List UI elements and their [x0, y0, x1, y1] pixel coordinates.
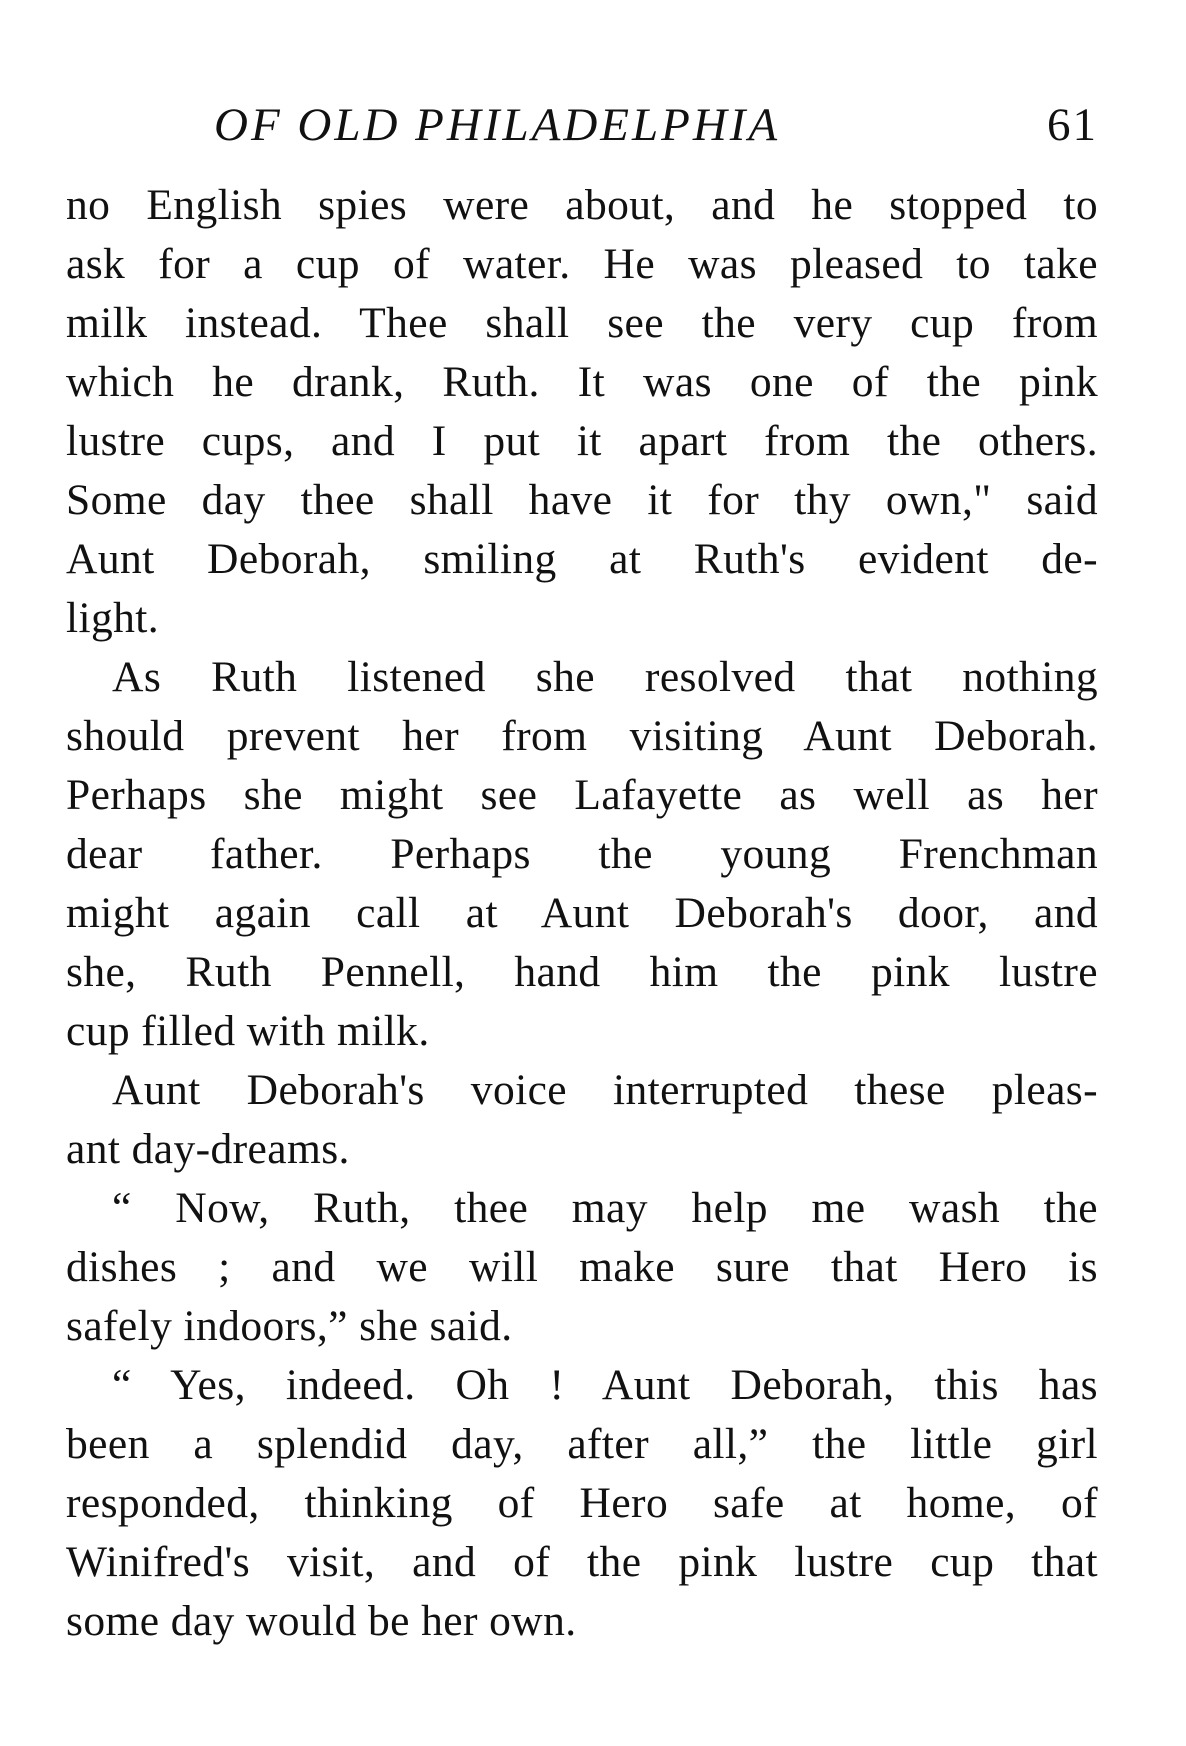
- text-line: ant day-dreams.: [66, 1125, 350, 1173]
- running-title: OF OLD PHILADELPHIA: [214, 99, 781, 151]
- text-line: should prevent her from visiting Aunt Deborah.: [66, 712, 1098, 760]
- text-line: dear father. Perhaps the young Frenchman: [66, 830, 1098, 878]
- text-line: no English spies were about, and he stopped to: [66, 181, 1098, 229]
- text-line: “ Yes, indeed. Oh ! Aunt Deborah, this has: [112, 1361, 1098, 1409]
- text-line: been a splendid day, after all,” the little girl: [66, 1420, 1098, 1468]
- text-line: some day would be her own.: [66, 1597, 577, 1645]
- text-line: lustre cups, and I put it apart from the others.: [66, 417, 1098, 465]
- paragraph-4: [66, 1179, 1098, 1356]
- text-line: which he drank, Ruth. It was one of the pink: [66, 358, 1098, 406]
- text-line: Aunt Deborah's voice interrupted these pleas-: [112, 1066, 1098, 1114]
- text-line: Perhaps she might see Lafayette as well as her: [66, 771, 1098, 819]
- text-line: Aunt Deborah, smiling at Ruth's evident de-: [66, 535, 1098, 583]
- body-text: [66, 176, 1098, 1651]
- text-line: might again call at Aunt Deborah's door, and: [66, 889, 1098, 937]
- text-line: light.: [66, 594, 160, 642]
- text-line: Some day thee shall have it for thy own," said: [66, 476, 1098, 524]
- running-head: [66, 98, 1098, 158]
- paragraph-1: [66, 176, 1098, 648]
- paragraph-3: [66, 1061, 1098, 1179]
- text-line: As Ruth listened she resolved that nothing: [112, 653, 1098, 701]
- text-line: “ Now, Ruth, thee may help me wash the: [112, 1184, 1098, 1232]
- page-number: 61: [1047, 99, 1098, 151]
- text-line: ask for a cup of water. He was pleased to take: [66, 240, 1098, 288]
- text-line: dishes ; and we will make sure that Hero is: [66, 1243, 1098, 1291]
- paragraph-2: [66, 648, 1098, 1061]
- text-line: Winifred's visit, and of the pink lustre cup that: [66, 1538, 1098, 1586]
- text-line: safely indoors,” she said.: [66, 1302, 513, 1350]
- text-line: responded, thinking of Hero safe at home, of: [66, 1479, 1098, 1527]
- text-line: cup filled with milk.: [66, 1007, 430, 1055]
- text-line: milk instead. Thee shall see the very cup from: [66, 299, 1098, 347]
- text-line: she, Ruth Pennell, hand him the pink lustre: [66, 948, 1098, 996]
- paragraph-5: [66, 1356, 1098, 1651]
